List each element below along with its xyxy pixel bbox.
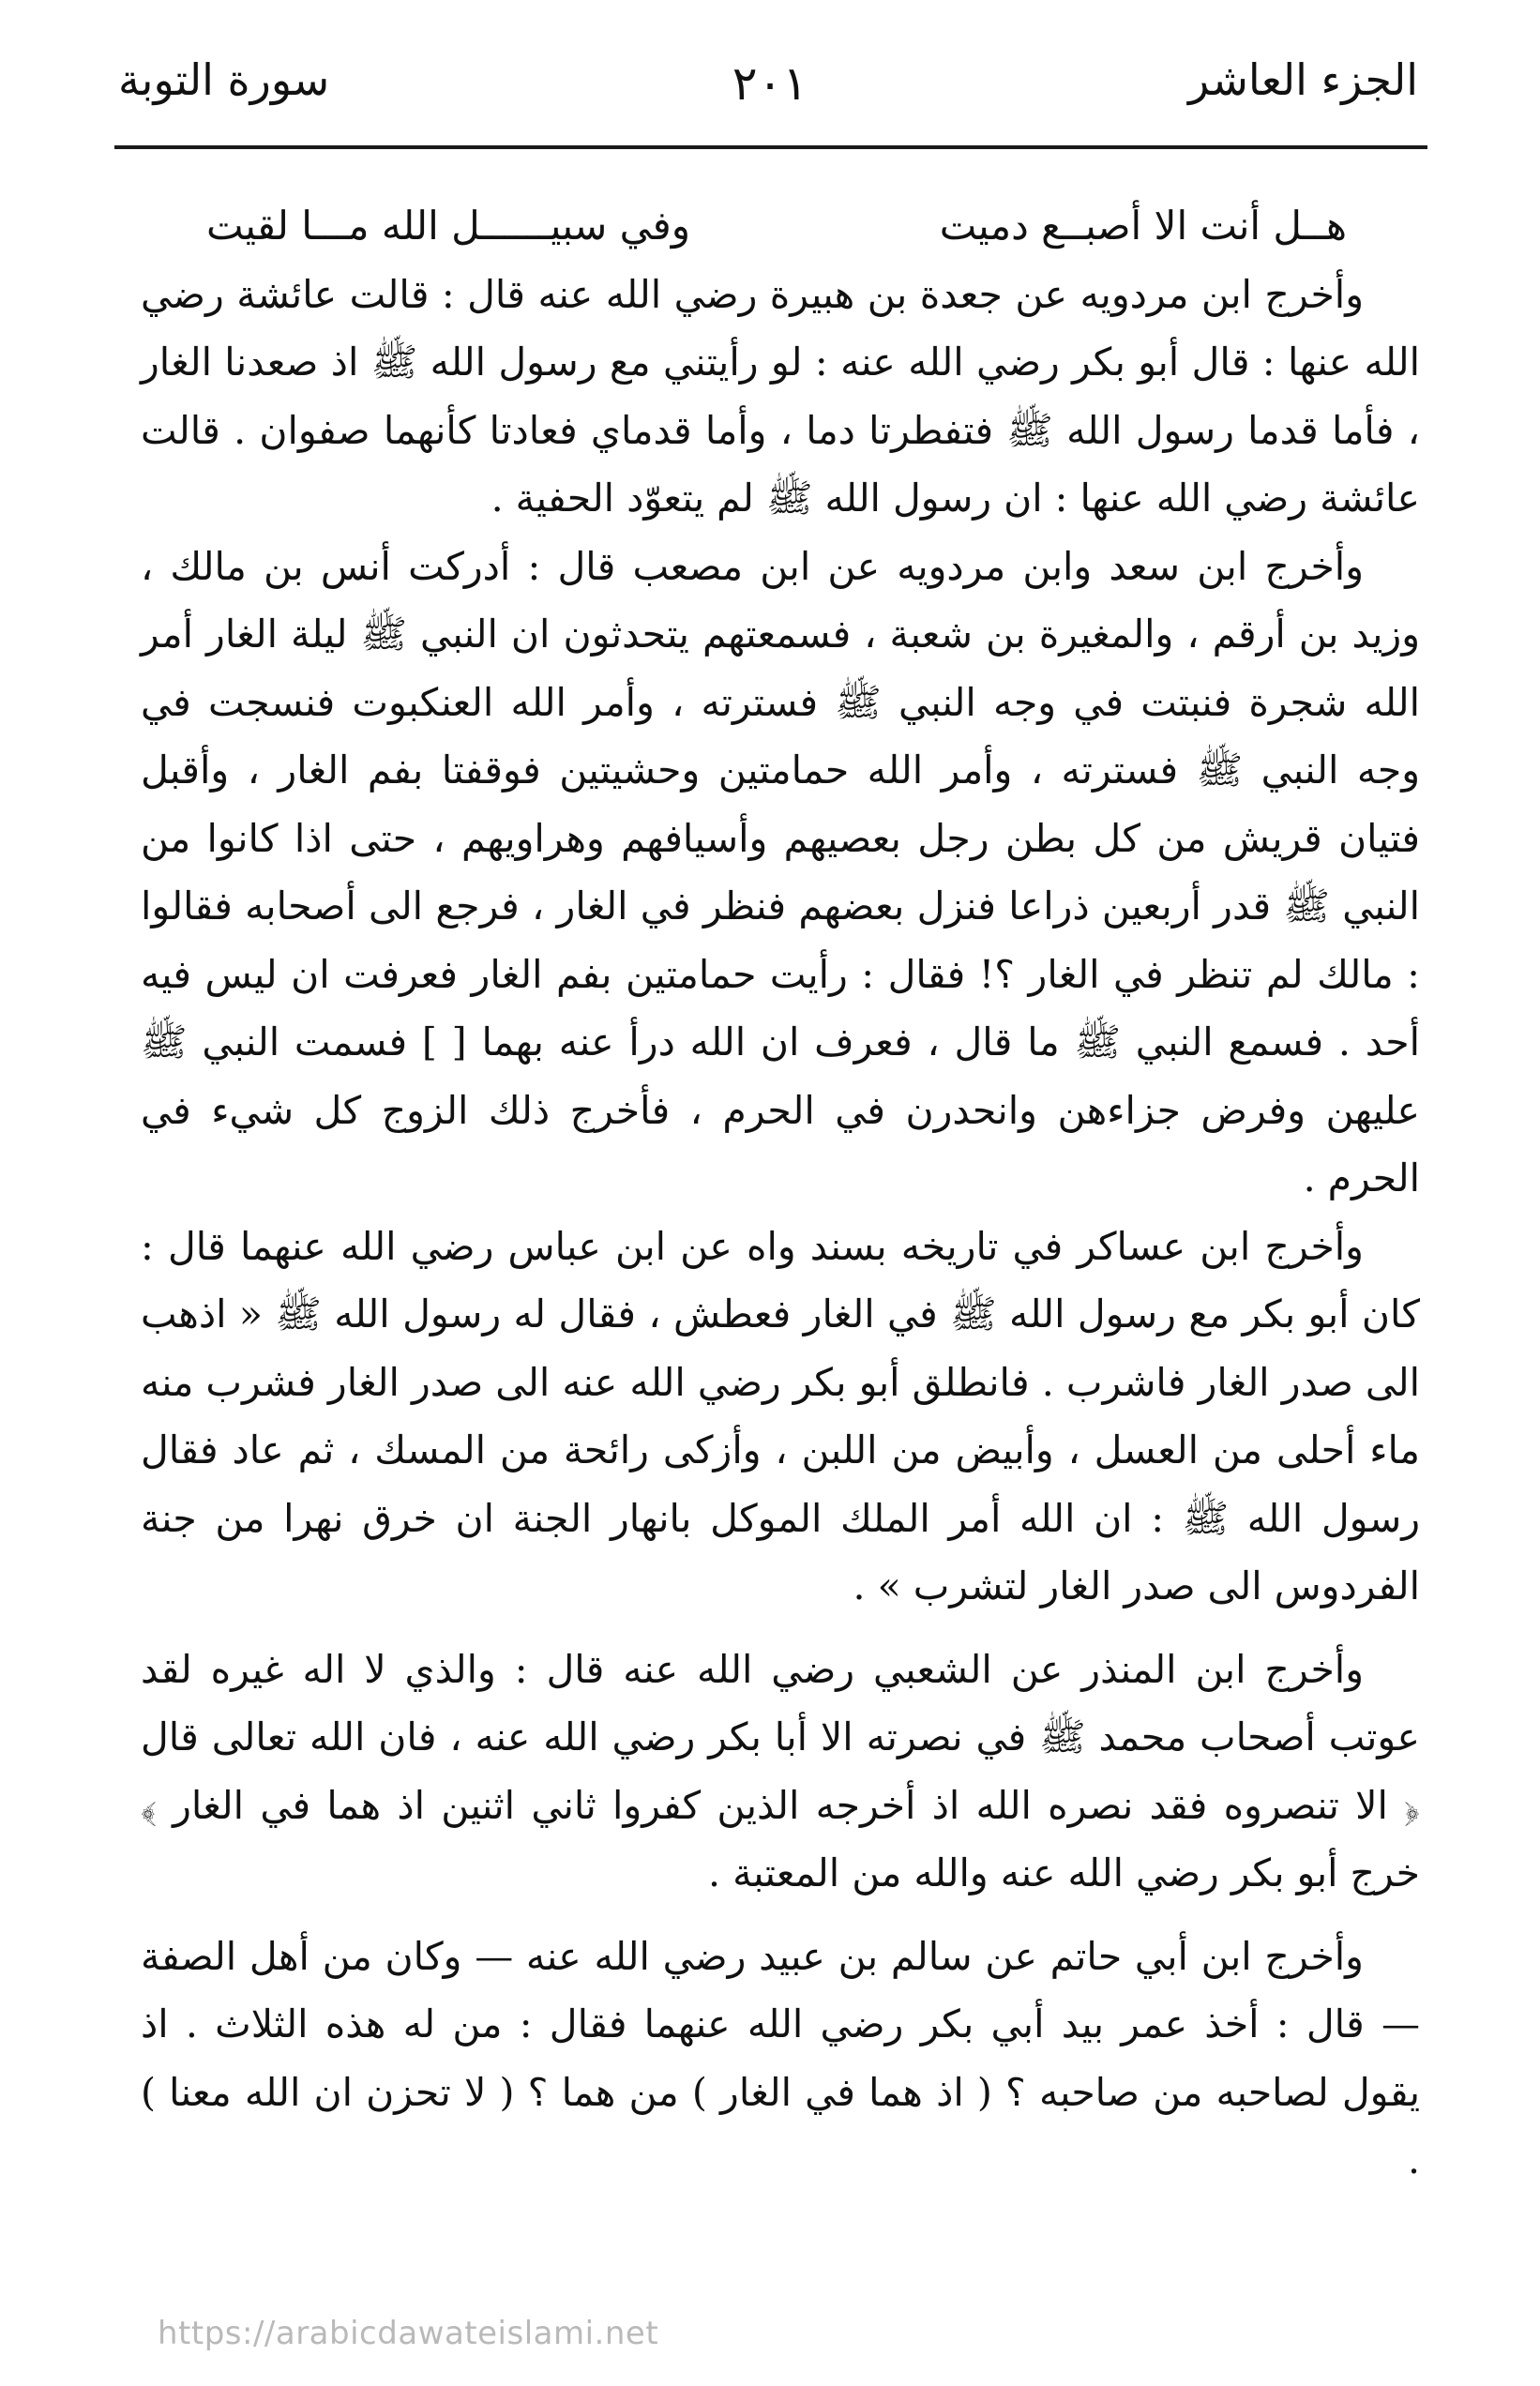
poetry-verse (141, 192, 1420, 261)
surah-title: سورة التوبة (118, 54, 330, 105)
page-number: ٢٠١ (732, 56, 808, 111)
part-title: الجزء العاشر (1187, 54, 1418, 105)
header-divider (114, 145, 1427, 149)
verse-hemistich-second: وفي سبيــــــل الله مـــا لقيت (206, 203, 690, 249)
paragraph-aisha-narration: وأخرج ابن مردويه عن جعدة بن هبيرة رضي الله عنه قال : قالت عائشة رضي الله عنها : قال أبو بكر رضي الله عنه : لو رأيتني مع رسول الله ﷺ اذ صعدنا الغار ، فأما قدما رسول الله ﷺ فتفطرتا دما ، وأما قدماي فعادتا كأنهما صفوان . قالت عائشة رضي الله عنها : ان رسول الله ﷺ لم يتعوّد الحفية . (141, 271, 1420, 521)
paragraph-cave-doves-narration: وأخرج ابن سعد وابن مردويه عن ابن مصعب قال : أدركت أنس بن مالك ، وزيد بن أرقم ، والمغيرة بن شعبة ، فسمعتهم يتحدثون ان النبي ﷺ ليلة الغار أمر الله شجرة فنبتت في وجه النبي ﷺ فسترته ، وأمر الله العنكبوت فنسجت في وجه النبي ﷺ فسترته ، وأمر الله حمامتين وحشيتين فوقفتا بفم الغار ، وأقبل فتيان قريش من كل بطن رجل بعصيهم وأسيافهم وهراويهم ، حتى اذا كانوا من النبي ﷺ قدر أربعين ذراعا فنزل بعضهم فنظر في الغار ، فرجع الى أصحابه فقالوا : مالك لم تنظر في الغار ؟! فقال : رأيت حمامتين بفم الغار فعرفت ان ليس فيه أحد . فسمع النبي ﷺ ما قال ، فعرف ان الله درأ عنه بهما [ ] فسمت النبي ﷺ عليهن وفرض جزاءهن وانحدرن في الحرم ، فأخرج ذلك الزوج كل شيء في الحرم . (141, 543, 1420, 1201)
paragraph-ibn-asakir-narration: وأخرج ابن عساكر في تاريخه بسند واه عن ابن عباس رضي الله عنهما قال : كان أبو بكر مع رسول الله ﷺ في الغار فعطش ، فقال له رسول الله ﷺ « اذهب الى صدر الغار فاشرب . فانطلق أبو بكر رضي الله عنه الى صدر الغار فشرب منه ماء أحلى من العسل ، وأبيض من اللبن ، وأزكى رائحة من المسك ، ثم عاد فقال رسول الله ﷺ : ان الله أمر الملك الموكل بانهار الجنة ان خرق نهرا من جنة الفردوس الى صدر الغار لتشرب » . (141, 1223, 1420, 1608)
paragraph-salim-narration: وأخرج ابن أبي حاتم عن سالم بن عبيد رضي الله عنه — وكان من أهل الصفة — قال : أخذ عمر بيد أبي بكر رضي الله عنهما فقال : من له هذه الثلاث . اذ يقول لصاحبه من صاحبه ؟ ( اذ هما في الغار ) من هما ؟ ( لا تحزن ان الله معنا ) . (141, 1933, 1420, 2182)
page-body (141, 192, 1420, 2195)
paragraph-shabi-narration: وأخرج ابن المنذر عن الشعبي رضي الله عنه قال : والذي لا اله غيره لقد عوتب أصحاب محمد ﷺ في نصرته الا أبا بكر رضي الله عنه ، فان الله تعالى قال ﴿ الا تنصروه فقد نصره الله اذ أخرجه الذين كفروا ثاني اثنين اذ هما في الغار ﴾ خرج أبو بكر رضي الله عنه والله من المعتبة . (141, 1646, 1420, 1895)
page-header (113, 54, 1427, 148)
verse-hemistich-first: هــل أنت الا أصبــع دميت (939, 203, 1347, 249)
watermark-url: https://arabicdawateislami.net (158, 2315, 659, 2352)
